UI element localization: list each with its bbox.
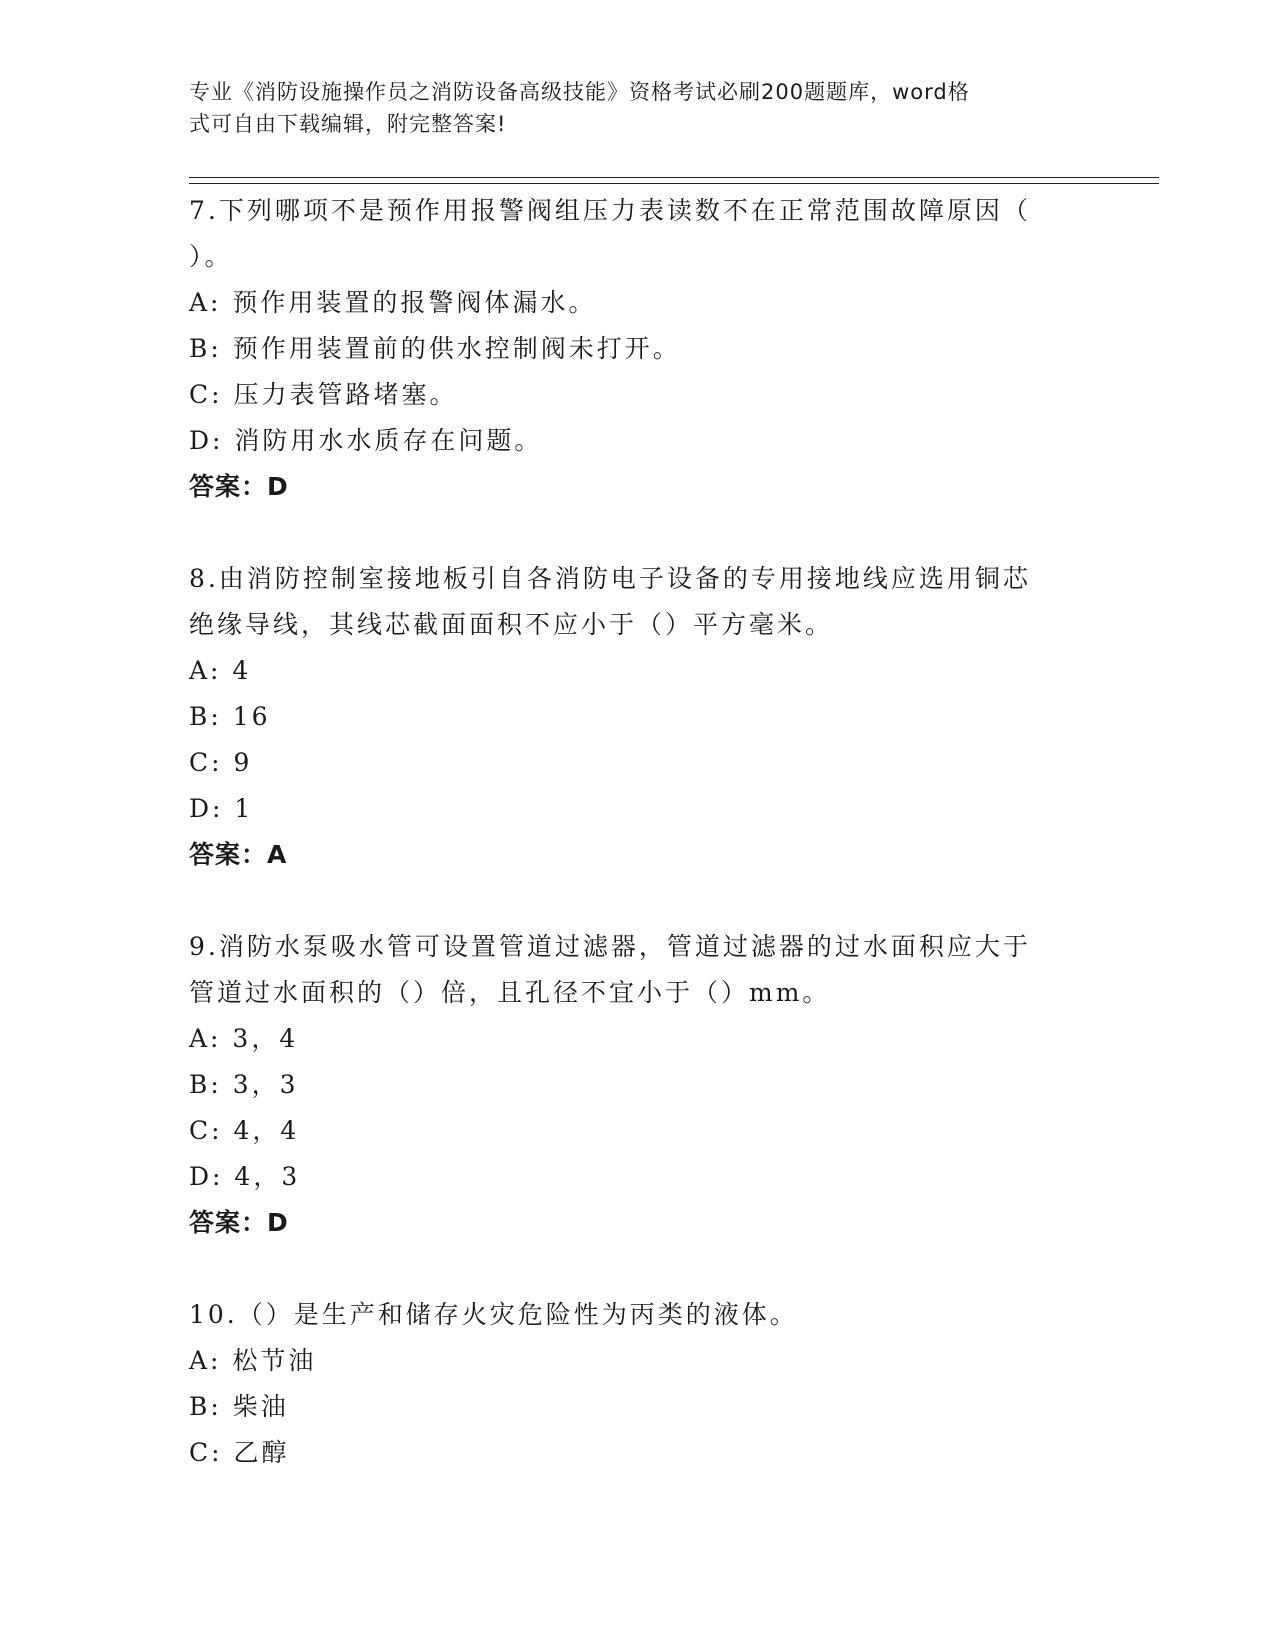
answer: 答案：D bbox=[189, 1208, 289, 1237]
question-stem: 9.消防水泵吸水管可设置管道过滤器，管道过滤器的过水面积应大于 bbox=[189, 932, 1031, 961]
option-c: C: 9 bbox=[189, 748, 253, 777]
option-a: A: 预作用装置的报警阀体漏水。 bbox=[189, 288, 597, 317]
header-divider-top bbox=[189, 177, 1159, 178]
option-a: A: 3，4 bbox=[189, 1024, 299, 1053]
question-10 bbox=[189, 1292, 1089, 1476]
option-c: C: 乙醇 bbox=[189, 1438, 290, 1467]
option-c: C: 4，4 bbox=[189, 1116, 300, 1145]
answer: 答案：D bbox=[189, 472, 289, 501]
option-b: B: 柴油 bbox=[189, 1392, 289, 1421]
option-d: D: 消防用水水质存在问题。 bbox=[189, 426, 543, 455]
question-9 bbox=[189, 924, 1089, 1246]
question-stem: 8.由消防控制室接地板引自各消防电子设备的专用接地线应选用铜芯 bbox=[189, 564, 1031, 593]
question-8 bbox=[189, 556, 1089, 878]
option-c: C: 压力表管路堵塞。 bbox=[189, 380, 458, 409]
header-line-2: 式可自由下载编辑，附完整答案! bbox=[189, 112, 507, 136]
header-line-1: 专业《消防设施操作员之消防设备高级技能》资格考试必刷200题题库，word格 bbox=[189, 80, 970, 104]
option-b: B: 3，3 bbox=[189, 1070, 299, 1099]
option-b: B: 16 bbox=[189, 702, 271, 731]
option-a: A: 4 bbox=[189, 656, 252, 685]
answer: 答案：A bbox=[189, 840, 288, 869]
question-7 bbox=[189, 188, 1089, 510]
question-stem: 7.下列哪项不是预作用报警阀组压力表读数不在正常范围故障原因（ bbox=[189, 196, 1031, 225]
option-b: B: 预作用装置前的供水控制阀未打开。 bbox=[189, 334, 681, 363]
question-stem: ）。 bbox=[189, 242, 233, 271]
option-d: D: 1 bbox=[189, 794, 254, 823]
question-stem: 绝缘导线，其线芯截面面积不应小于（）平方毫米。 bbox=[189, 610, 834, 639]
option-d: D: 4，3 bbox=[189, 1162, 301, 1191]
header-divider-bottom bbox=[189, 183, 1159, 184]
question-list bbox=[189, 188, 1089, 1522]
question-stem: 管道过水面积的（）倍，且孔径不宜小于（）mm。 bbox=[189, 978, 831, 1007]
question-stem: 10.（）是生产和储存火灾危险性为丙类的液体。 bbox=[189, 1300, 798, 1329]
option-a: A: 松节油 bbox=[189, 1346, 317, 1375]
document-header bbox=[189, 76, 1089, 140]
